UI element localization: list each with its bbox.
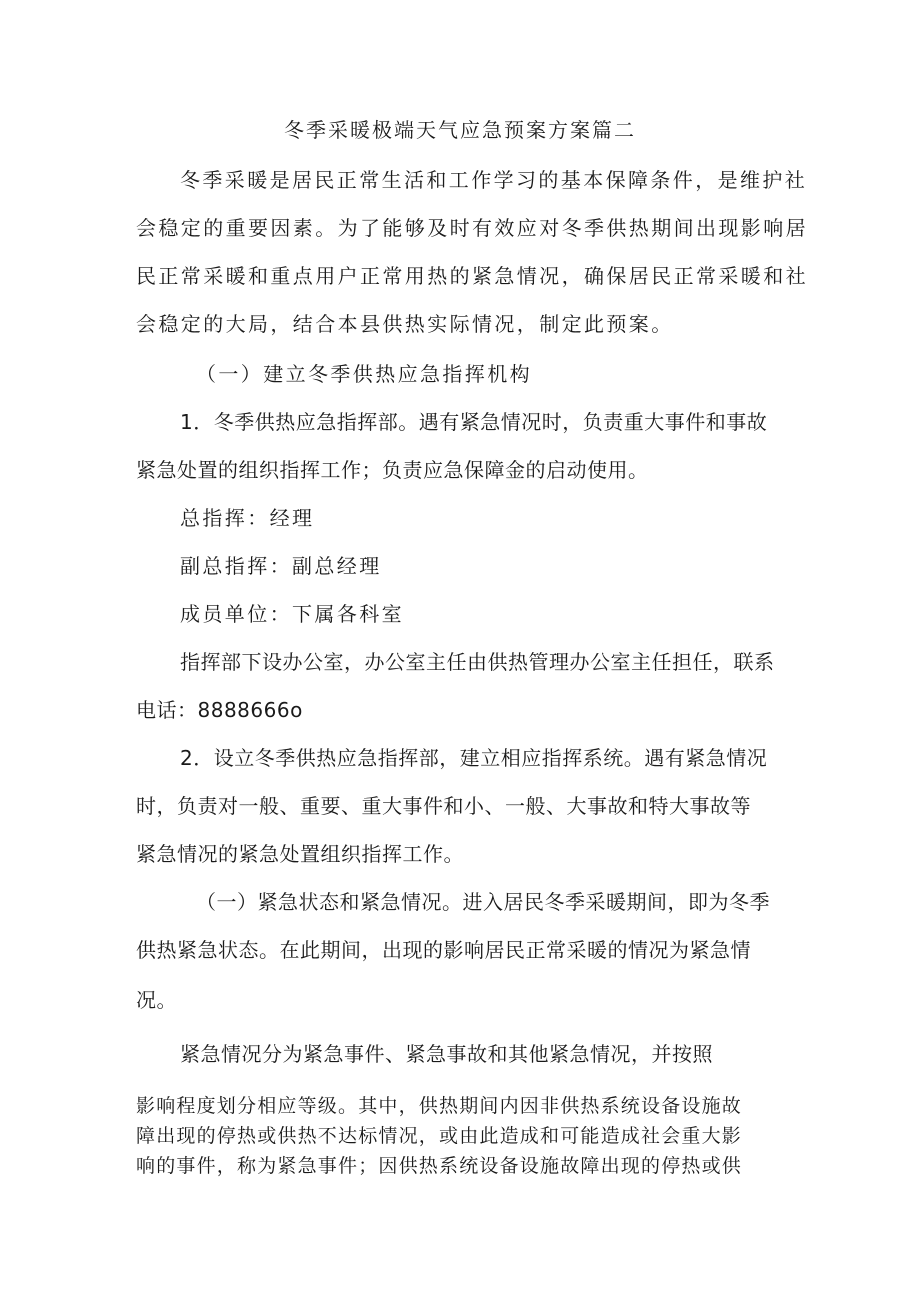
paragraph-line: 会稳定的重要因素。为了能够及时有效应对冬季供热期间出现影响居 <box>136 216 808 240</box>
paragraph-line: 电话：8888666o <box>136 698 303 722</box>
paragraph-line: 障出现的停热或供热不达标情况，或由此造成和可能造成社会重大影 <box>136 1125 743 1147</box>
document-title: 冬季采暖极端天气应急预案方案篇二 <box>284 118 636 142</box>
paragraph-line: 副总指挥：副总经理 <box>180 554 382 578</box>
paragraph-line: 影响程度划分相应等级。其中，供热期间内因非供热系统设备设施故 <box>136 1095 743 1117</box>
paragraph-line: 会稳定的大局，结合本县供热实际情况，制定此预案。 <box>136 312 674 336</box>
paragraph-line: 1．冬季供热应急指挥部。遇有紧急情况时，负责重大事件和事故 <box>180 410 768 434</box>
section-heading: （一）紧急状态和紧急情况。进入居民冬季采暖期间，即为冬季 <box>196 890 770 914</box>
section-heading: （一）建立冬季供热应急指挥机构 <box>196 362 532 386</box>
paragraph-line: 紧急处置的组织指挥工作；负责应急保障金的启动使用。 <box>136 458 649 482</box>
paragraph-line: 指挥部下设办公室，办公室主任由供热管理办公室主任担任，联系 <box>180 650 775 674</box>
paragraph-line: 紧急情况分为紧急事件、紧急事故和其他紧急情况，并按照 <box>180 1042 713 1066</box>
paragraph-line: 时，负责对一般、重要、重大事件和小、一般、大事故和特大事故等 <box>136 794 751 818</box>
paragraph-line: 2．设立冬季供热应急指挥部，建立相应指挥系统。遇有紧急情况 <box>180 746 768 770</box>
paragraph-line: 成员单位：下属各科室 <box>180 602 404 626</box>
paragraph-line: 况。 <box>136 988 177 1012</box>
paragraph-line: 响的事件，称为紧急事件；因供热系统设备设施故障出现的停热或供 <box>136 1155 743 1177</box>
paragraph-line: 冬季采暖是居民正常生活和工作学习的基本保障条件，是维护社 <box>180 168 808 192</box>
paragraph-line: 紧急情况的紧急处置组织指挥工作。 <box>136 842 464 866</box>
paragraph-line: 总指挥：经理 <box>180 506 315 530</box>
paragraph-line: 供热紧急状态。在此期间，出现的影响居民正常采暖的情况为紧急情 <box>136 938 751 962</box>
paragraph-line: 民正常采暖和重点用户正常用热的紧急情况，确保居民正常采暖和社 <box>136 264 808 288</box>
